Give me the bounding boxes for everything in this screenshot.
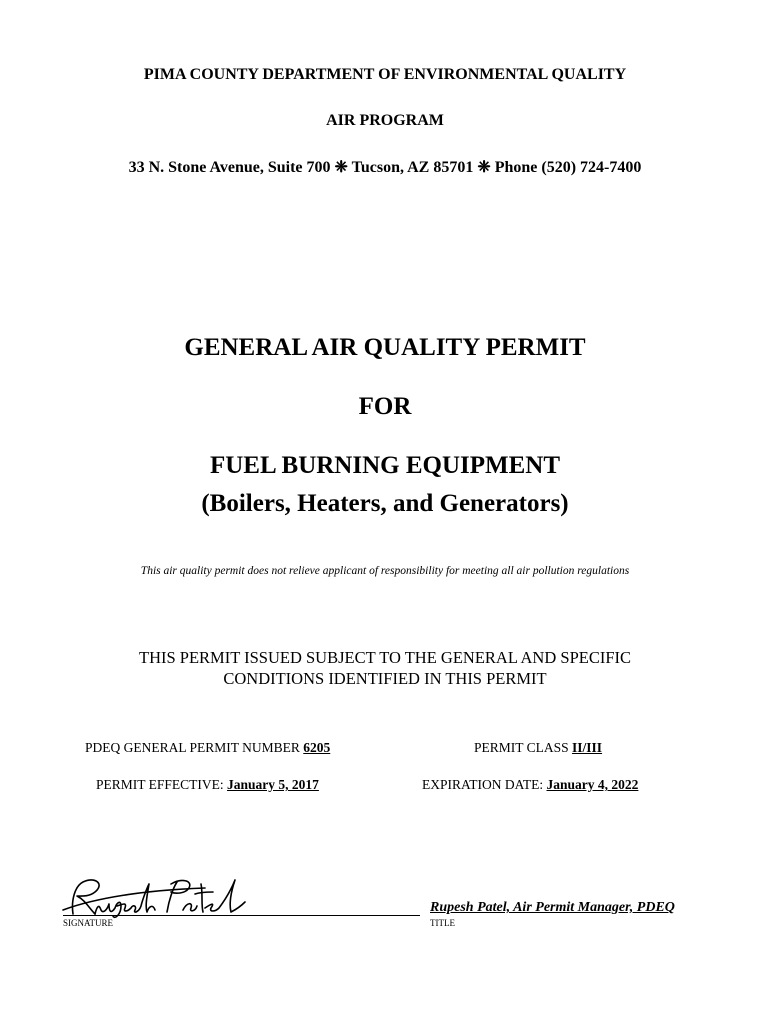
permit-effective-value: January 5, 2017 xyxy=(227,777,319,792)
permit-effective-label: PERMIT EFFECTIVE: xyxy=(96,777,228,792)
permit-class-value: II/III xyxy=(572,740,603,755)
signer-title: Rupesh Patel, Air Permit Manager, PDEQ xyxy=(430,900,675,915)
expiration-date-value: January 4, 2022 xyxy=(546,777,639,792)
permit-class-field xyxy=(474,740,602,756)
permit-class-label: PERMIT CLASS xyxy=(474,740,573,755)
permit-notice-line1: THIS PERMIT ISSUED SUBJECT TO THE GENERAL AND SPECIFIC xyxy=(138,648,631,667)
expiration-date-label: EXPIRATION DATE: xyxy=(422,777,547,792)
permit-title-for: FOR xyxy=(358,393,412,420)
permit-notice-line2: CONDITIONS IDENTIFIED IN THIS PERMIT xyxy=(223,669,547,688)
permit-number-value: 6205 xyxy=(303,740,331,755)
permit-subject: FUEL BURNING EQUIPMENT xyxy=(209,452,561,479)
expiration-date-field xyxy=(422,777,638,793)
signature-line xyxy=(63,915,420,916)
permit-number-field xyxy=(85,740,330,756)
disclaimer-text: This air quality permit does not relieve applicant of responsibility for meeting all air pollution regulations xyxy=(140,565,630,577)
program-name: AIR PROGRAM xyxy=(326,112,444,129)
agency-address: 33 N. Stone Avenue, Suite 700 ❈ Tucson, AZ 85701 ❈ Phone (520) 724-7400 xyxy=(128,159,642,176)
permit-number-label: PDEQ GENERAL PERMIT NUMBER xyxy=(85,740,304,755)
signature-label: SIGNATURE xyxy=(63,918,114,928)
title-label: TITLE xyxy=(430,918,455,928)
permit-subject-detail: (Boilers, Heaters, and Generators) xyxy=(201,490,569,517)
agency-name: PIMA COUNTY DEPARTMENT OF ENVIRONMENTAL QUALITY xyxy=(143,66,627,83)
permit-title: GENERAL AIR QUALITY PERMIT xyxy=(184,334,586,361)
permit-effective-field xyxy=(96,777,319,793)
